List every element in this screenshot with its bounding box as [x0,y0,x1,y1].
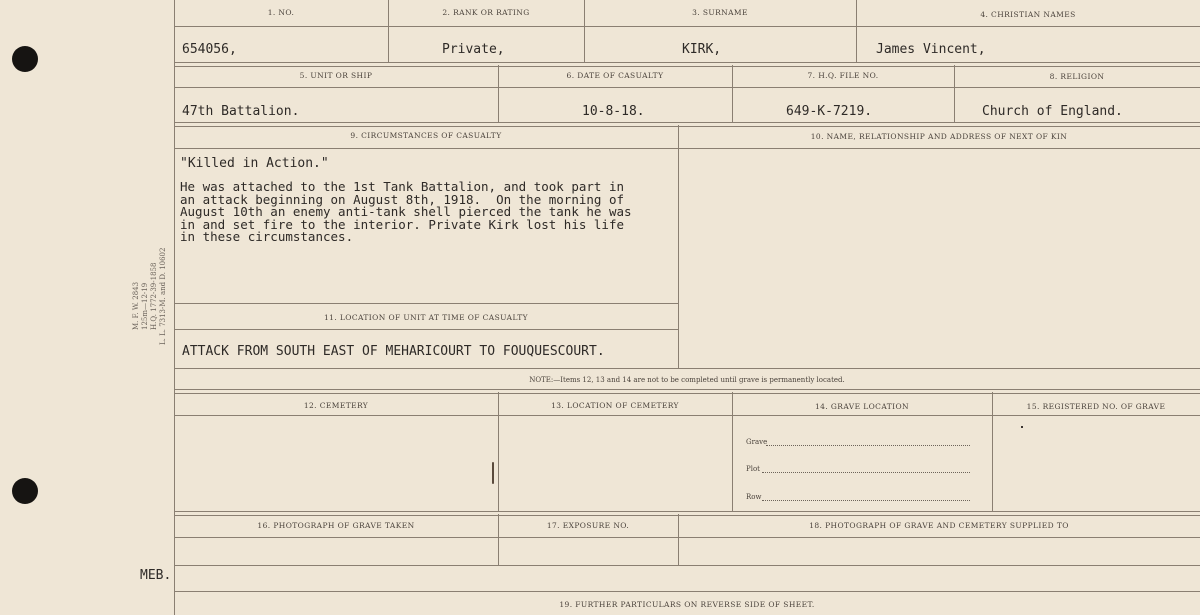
circumstances-line: He was attached to the 1st Tank Battalion, and took part in [180,179,625,194]
circumstances-line: in and set fire to the interior. Private Kirk lost his life [180,216,625,232]
service-number: 654056, [182,42,237,57]
date-value: 10-8-18. [582,104,645,119]
side-print-line: H.Q. 1772-39-1858 [150,262,158,330]
ink-mark [492,462,494,484]
header-date: 6. DATE OF CASUALTY [566,71,664,80]
row-label: Row [746,493,762,501]
header-religion: 8. RELIGION [1049,72,1105,81]
rank-value: Private, [442,42,505,57]
header-exposure: 17. EXPOSURE NO. [546,521,630,530]
circumstances-line: August 10th an enemy anti-tank shell pierced the tank he was [180,204,632,219]
header-further-particulars: 19. FURTHER PARTICULARS ON REVERSE SIDE OF SHEET. [559,600,815,609]
clerk-initials: MEB. [140,568,172,583]
binder-hole-top [12,46,38,72]
header-photo-taken: 16. PHOTOGRAPH OF GRAVE TAKEN [257,521,415,530]
surname-value: KIRK, [682,42,722,57]
header-location-unit: 11. LOCATION OF UNIT AT TIME OF CASUALTY [324,313,528,322]
header-cemetery: 12. CEMETERY [303,401,369,410]
header-location-cemetery: 13. LOCATION OF CEMETERY [551,401,679,410]
hq-file-value: 649-K-7219. [786,104,873,119]
side-print-line: M. F. W. 2843 [132,281,140,330]
note-text: NOTE:—Items 12, 13 and 14 are not to be completed until grave is permanently located. [529,376,845,384]
header-photo-supplied: 18. PHOTOGRAPH OF GRAVE AND CEMETERY SUPPLIED TO [809,521,1069,530]
header-surname: 3. SURNAME [692,8,748,17]
side-print-line: L. L. 7313-M. and D. 10602 [159,247,167,345]
side-print-line: 125m—12-19 [141,282,149,330]
circumstances-text [180,181,632,244]
unit-value: 47th Battalion. [182,104,300,119]
religion-value: Church of England. [982,104,1123,119]
circumstances-title: "Killed in Action." [180,156,329,171]
circumstances-line: in these circumstances. [180,229,354,244]
header-registered-no: 15. REGISTERED NO. OF GRAVE [1026,402,1166,411]
header-hq-file: 7. H.Q. FILE NO. [807,71,879,80]
header-circumstances: 9. CIRCUMSTANCES OF CASUALTY [350,131,502,140]
grave-label: Grave [746,438,768,446]
plot-label: Plot [746,465,760,473]
christian-names-value: James Vincent, [876,42,986,57]
header-rank: 2. RANK OR RATING [442,8,530,17]
header-next-of-kin: 10. NAME, RELATIONSHIP AND ADDRESS OF NEXT OF KIN [810,132,1068,141]
binder-hole-bottom [12,478,38,504]
header-grave-location: 14. GRAVE LOCATION [814,402,910,411]
circumstances-line: an attack beginning on August 8th, 1918. On the morning of [180,191,625,207]
ink-dot [1021,426,1023,428]
location-unit-value: ATTACK FROM SOUTH EAST OF MEHARICOURT TO FOUQUESCOURT. [182,344,605,359]
header-unit: 5. UNIT OR SHIP [299,71,373,80]
header-christian-names: 4. CHRISTIAN NAMES [980,10,1076,19]
header-no: 1. NO. [267,8,295,17]
